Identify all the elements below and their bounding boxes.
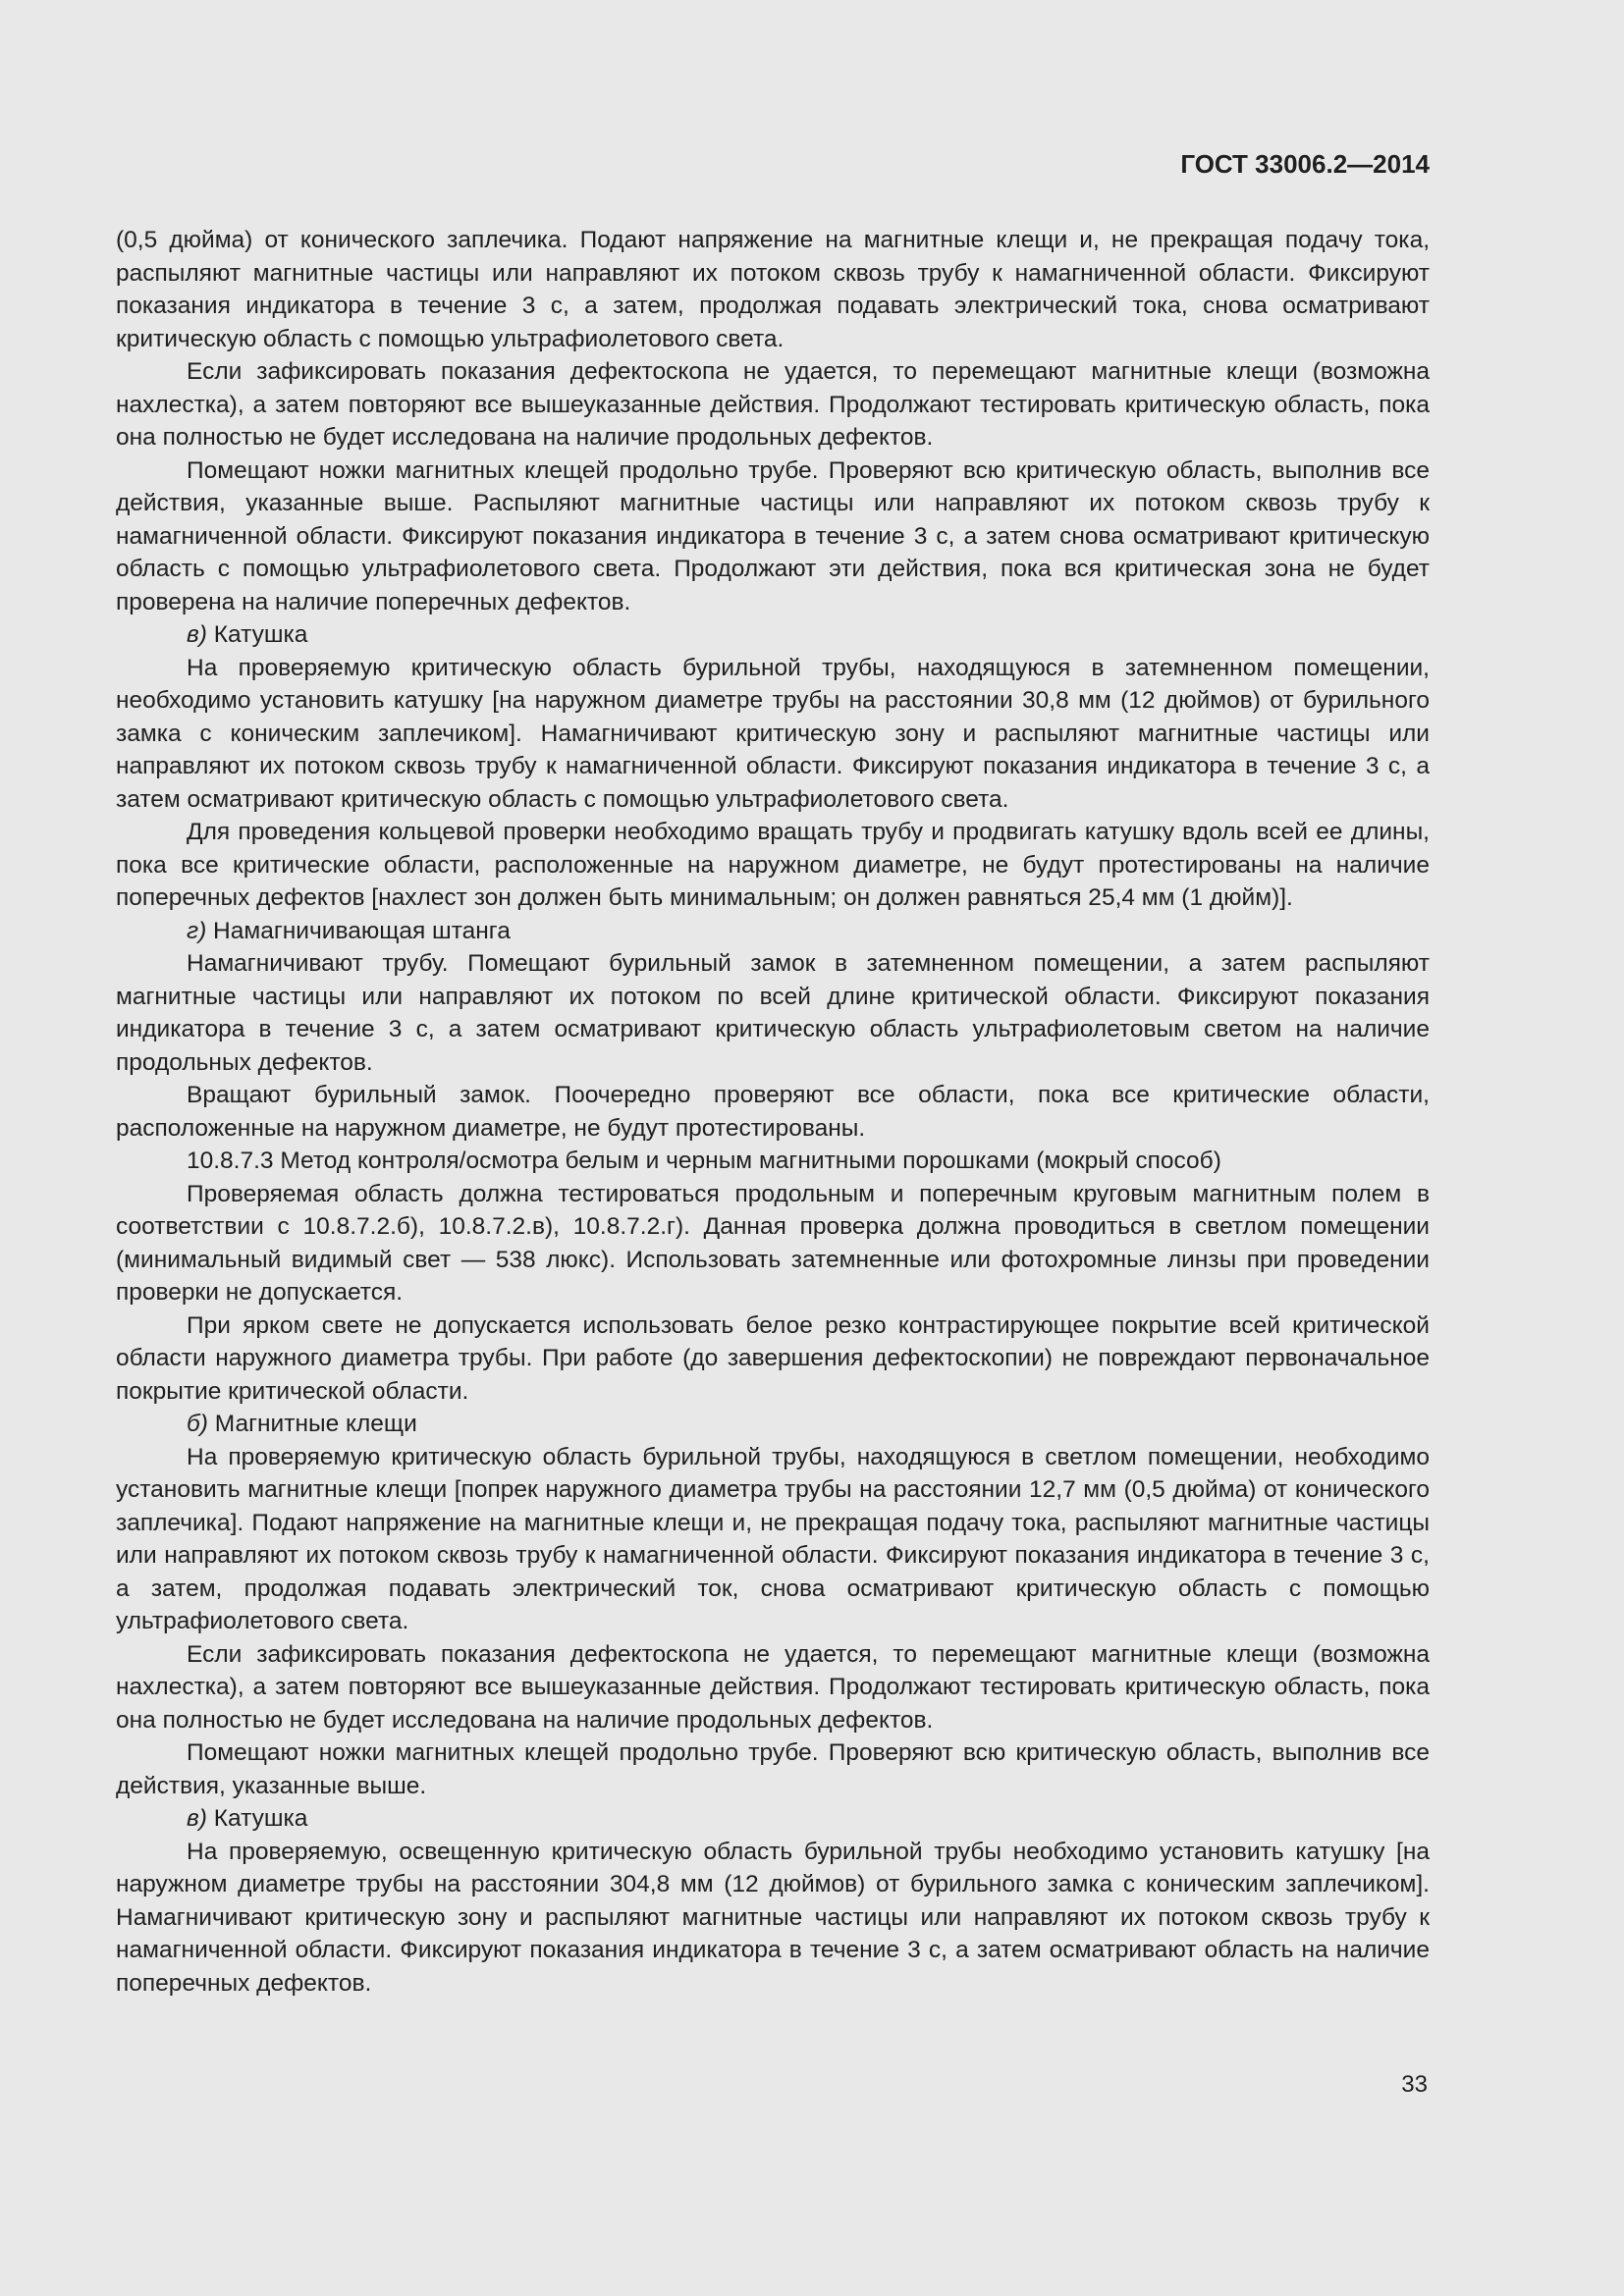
document-header: ГОСТ 33006.2—2014 [1180,149,1430,179]
paragraph: Проверяемая область должна тестироваться продольным и поперечным круговым магнитным полем в соответствии с 10.8.7.2.б), 10.8.7.2.в), 10.8.7.2.г). Данная проверка должна проводиться в светлом помещении (минимальный видимый свет — 538 люкс). Использовать затемненные или фотохромные линзы при проведении проверки не допускается. [116,1180,1430,1306]
subsection-title: 10.8.7.3 Метод контроля/осмотра белым и черным магнитными порошками (мокрый способ) [187,1148,1221,1174]
subsection-title: Катушка [206,621,308,648]
subsection-heading [116,618,1430,652]
paragraph: На проверяемую, освещенную критическую область бурильной трубы необходимо установить катушку [на наружном диаметре трубы на расстоянии 304,8 мм (12 дюймов) от бурильного замка с коническим заплечиком]. Намагничивают критическую зону и распыляют магнитные частицы или направляют их потоком сквозь трубу к намагниченной области. Фиксируют показания индикатора в течение 3 с, а затем осматривают область на наличие поперечных дефектов. [116,1838,1430,1997]
subsection-title: Магнитные клещи [207,1411,417,1437]
subsection-marker: в) [187,621,207,648]
subsection-heading [116,1802,1430,1836]
paragraph: Помещают ножки магнитных клещей продольно трубе. Проверяют всю критическую область, выполнив все действия, указанные выше. Распыляют магнитные частицы или направляют их потоком сквозь трубу к намагниченной области. Фиксируют показания индикатора в течение 3 с, а затем снова осматривают критическую область с помощью ультрафиолетового света. Продолжают эти действия, пока вся критическая зона не будет проверена на наличие поперечных дефектов. [116,456,1430,615]
paragraph: Вращают бурильный замок. Поочередно проверяют все области, пока все критические области, расположенные на наружном диаметре, не будут протестированы. [116,1082,1430,1142]
paragraph: Если зафиксировать показания дефектоскопа не удается, то перемещают магнитные клещи (возможна нахлестка), а затем повторяют все вышеуказанные действия. Продолжают тестировать критическую область, пока она полностью не будет исследована на наличие продольных дефектов. [116,1640,1430,1734]
subsection-title: Катушка [206,1805,308,1832]
paragraph: При ярком свете не допускается использовать белое резко контрастирующее покрытие всей критической области наружного диаметра трубы. При работе (до завершения дефектоскопии) не повреждают первоначальное покрытие критической области. [116,1311,1430,1405]
subsection-title: Намагничивающая штанга [206,917,511,944]
paragraph: Помещают ножки магнитных клещей продольно трубе. Проверяют всю критическую область, выполнив все действия, указанные выше. [116,1739,1430,1799]
subsection-marker: б) [187,1411,208,1437]
paragraph: Для проведения кольцевой проверки необходимо вращать трубу и продвигать катушку вдоль всей ее длины, пока все критические области, расположенные на наружном диаметре, не будут протестированы на наличие поперечных дефектов [нахлест зон должен быть минимальным; он должен равняться 25,4 мм (1 дюйм)]. [116,819,1430,911]
paragraph: На проверяемую критическую область бурильной трубы, находящуюся в светлом помещении, необходимо установить магнитные клещи [попрек наружного диаметра трубы на расстоянии 12,7 мм (0,5 дюйма) от конического заплечика]. Подают напряжение на магнитные клещи и, не прекращая подачу тока, распыляют магнитные частицы или направляют их потоком сквозь трубу к намагниченной области. Фиксируют показания индикатора в течение 3 с, а затем, продолжая подавать электрический ток, снова осматривают критическую область с помощью ультрафиолетового света. [116,1443,1430,1634]
subsection-heading [116,915,1430,948]
page-number: 33 [1401,2071,1428,2098]
document-body [116,224,1430,2000]
subsection-heading [116,1145,1430,1178]
paragraph: Если зафиксировать показания дефектоскопа не удается, то перемещают магнитные клещи (возможна нахлестка), а затем повторяют все вышеуказанные действия. Продолжают тестировать критическую область, пока она полностью не будет исследована на наличие продольных дефектов. [116,358,1430,451]
subsection-marker: г) [187,917,207,944]
subsection-heading [116,1408,1430,1441]
paragraph: Намагничивают трубу. Помещают бурильный замок в затемненном помещении, а затем распыляют магнитные частицы или направляют их потоком по всей длине критической области. Фиксируют показания индикатора в течение 3 с, а затем осматривают критическую область ультрафиолетовым светом на наличие продольных дефектов. [116,950,1430,1076]
paragraph-continuation: (0,5 дюйма) от конического заплечика. Подают напряжение на магнитные клещи и, не прекращая подачу тока, распыляют магнитные частицы или направляют их потоком сквозь трубу к намагниченной области. Фиксируют показания индикатора в течение 3 с, а затем, продолжая подавать электрический тока, снова осматривают критическую область с помощью ультрафиолетового света. [116,227,1430,352]
paragraph: На проверяемую критическую область бурильной трубы, находящуюся в затемненном помещении, необходимо установить катушку [на наружном диаметре трубы на расстоянии 30,8 мм (12 дюймов) от бурильного замка с коническим заплечиком]. Намагничивают критическую зону и распыляют магнитные частицы или направляют их потоком сквозь трубу к намагниченной области. Фиксируют показания индикатора в течение 3 с, а затем осматривают критическую область с помощью ультрафиолетового света. [116,654,1430,813]
subsection-marker: в) [187,1805,207,1832]
